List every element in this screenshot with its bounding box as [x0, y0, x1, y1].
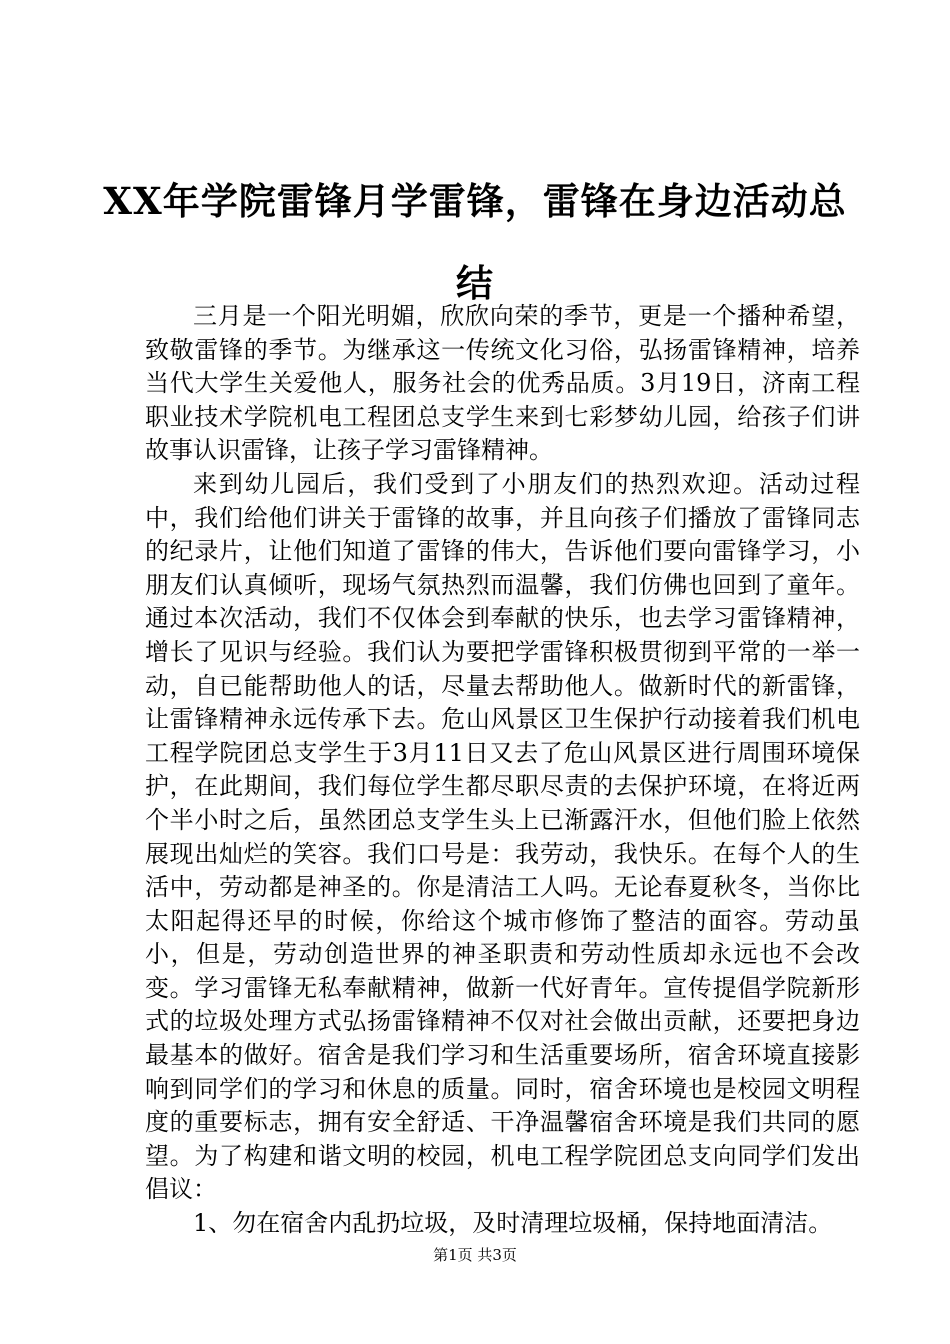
paragraph-item-1: 1、勿在宿舍内乱扔垃圾，及时清理垃圾桶，保持地面清洁。 — [193, 1209, 833, 1238]
title-line-2: 结 — [456, 261, 494, 305]
page-footer: 第1页 共3页 — [433, 1246, 517, 1264]
title-line-1: XX年学院雷锋月学雷锋，雷锋在身边活动总 — [103, 179, 847, 223]
paragraph-main: 来到幼儿园后，我们受到了小朋友们的热烈欢迎。活动过程中，我们给他们讲关于雷锋的故事，并且向孩子们播放了雷锋同志的纪录片，让他们知道了雷锋的伟大，告诉他们要向雷锋学习，小朋友们认真倾听，现场气氛热烈而温馨，我们仿佛也回到了童年。通过本次活动，我们不仅体会到奉献的快乐，也去学习雷锋精神，增长了见识与经验。我们认为要把学雷锋积极贯彻到平常的一举一动，自已能帮助他人的话，尽量去帮助他人。做新时代的新雷锋，让雷锋精神永远传承下去。危山风景区卫生保护行动接着我们机电工程学院团总支学生于3月11日又去了危山风景区进行周围环境保护，在此期间，我们每位学生都尽职尽责的去保护环境，在将近两个半小时之后，虽然团总支学生头上已渐露汗水，但他们脸上依然展现出灿烂的笑容。我们口号是：我劳动，我快乐。在每个人的生活中，劳动都是神圣的。你是清洁工人吗。无论春夏秋冬，当你比太阳起得还早的时候，你给这个城市修饰了整洁的面容。劳动虽小，但是，劳动创造世界的神圣职责和劳动性质却永远也不会改变。学习雷锋无私奉献精神，做新一代好青年。宣传提倡学院新形式的垃圾处理方式弘扬雷锋精神不仅对社会做出贡献，还要把身边最基本的做好。宿舍是我们学习和生活重要场所，宿舍环境直接影响到同学们的学习和休息的质量。同时，宿舍环境也是校园文明程度的重要标志，拥有安全舒适、干净温馨宿舍环境是我们共同的愿望。为了构建和谐文明的校园，机电工程学院团总支向同学们发出倡议： — [145, 469, 860, 1204]
paragraph-intro: 三月是一个阳光明媚，欣欣向荣的季节，更是一个播种希望，致敬雷锋的季节。为继承这一传统文化习俗，弘扬雷锋精神，培养当代大学生关爱他人，服务社会的优秀品质。3月19日，济南工程职业技术学院机电工程团总支学生来到七彩梦幼儿园，给孩子们讲故事认识雷锋，让孩子学习雷锋精神。 — [145, 302, 860, 465]
document-body — [145, 300, 860, 1241]
